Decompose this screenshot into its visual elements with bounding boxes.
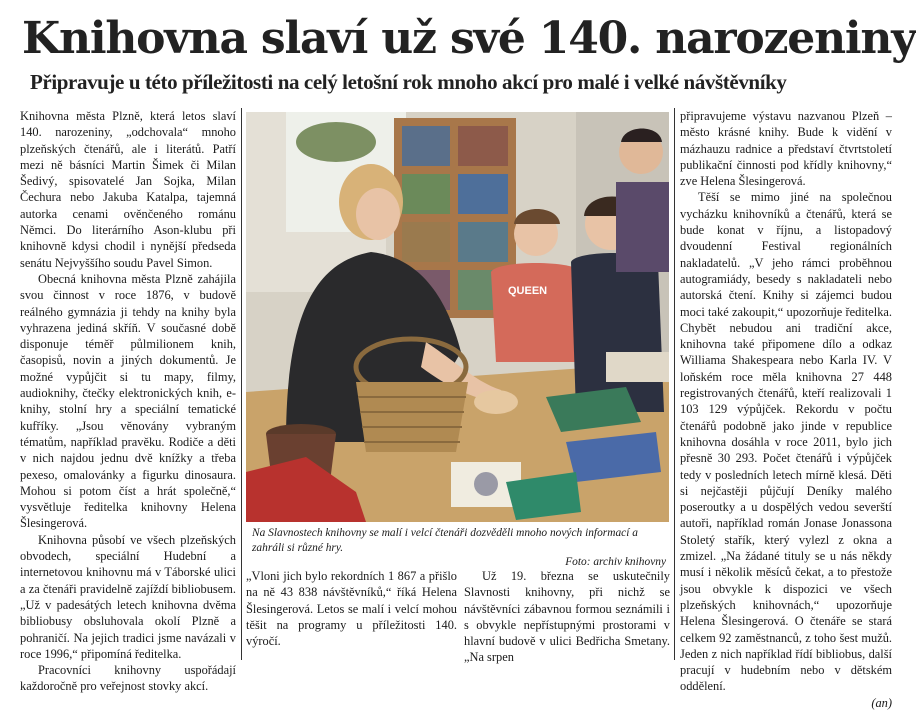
caption-text: Na Slavnostech knihovny se malí i velcí čtenáři dozvěděli mnoho nových informací a zahráli si různé hry. — [252, 527, 638, 554]
article-column-1 — [20, 108, 236, 694]
paragraph: připravujeme výstavu nazvanou Plzeň – město krásné knihy. Bude k vidění v mázhauzu radnice a představí čtvrtstoletí publikační činnosti pod křídly knihovny,“ zve Helena Šlesingerová. — [680, 109, 892, 189]
photo-illustration — [246, 112, 669, 522]
headline: Knihovna slaví už své 140. narozeniny — [22, 13, 916, 64]
author-signature: (an) — [871, 695, 892, 710]
paragraph: Knihovna působí ve všech plzeňských obvodech, speciální Hudební a internetovou knihovnu má v Táborské ulici a za čtenáři pravidelně zajíždí bibliobusem. „Už v padesátých letech knihovna dvěma bibliobusy obsluhovala okolí Plzně a pohraničí. Na jejich tradici jsme navázali v roce 1996,“ připomíná ředitelka. — [20, 532, 236, 661]
paragraph: Pracovníci knihovny uspořádají každoročně pro veřejnost stovky akcí. — [20, 663, 236, 694]
paragraph: Knihovna města Plzně, která letos slaví 140. narozeniny, „odchovala“ mnoho plzeňských čtenářů, ale i literátů. Patří mezi ně básníci Martin Šimek či Milan Šedivý, spisovatelé Jan Sojka, Milan Čechura nebo Jakuba Katalpa, tajemná autorka cenami ověnčeného románu Němci. Do literárního Ason-klubu při knihovně kdysi chodil i nynější předseda senátu Nejvyššího soudu Pavel Simon. — [20, 109, 236, 270]
article-photo — [246, 112, 669, 522]
paragraph: Obecná knihovna města Plzně zahájila svou činnost v roce 1876, v budově reálného gymnázia ji tehdy na knihy byla vyhrazena jediná skříň. V současné době disponuje téměř půlmilionem knih, časopisů, novin a jiných dokumentů. Je možné vypůjčit si tu mapy, filmy, audioknihy, čtečky elektronických knih, e-knihy, stolní hry a speciální tematické kufříky. „Jsou věnovány vybraným tématům, například pravěku. Rodiče a děti v nich najdou jednu dvě knížky a třeba pexeso, omalovánky a figurku dinosaura. Mohou si potom číst a hrát společně,“ vysvětluje ředitelka knihovny Helena Šlesingerová. — [20, 271, 236, 531]
article-column-4 — [680, 108, 892, 710]
shirt-print: QUEEN — [508, 285, 548, 297]
article-column-2 — [246, 568, 457, 658]
column-rule — [674, 108, 675, 660]
child-figure — [491, 263, 581, 362]
photo-credit: Foto: archiv knihovny — [565, 556, 666, 568]
article-column-3 — [464, 568, 670, 665]
column-rule — [241, 108, 242, 660]
paragraph: „Vloni jich bylo rekordních 1 867 a přišlo na ně 43 838 návštěvníků,“ říká Helena Šlesingerová. Letos se malí i velcí mohou těšit na programy u příležitosti 140. výročí. — [246, 569, 457, 649]
paragraph: Už 19. března se uskutečnily Slavnosti knihovny, při nichž se návštěvníci zábavnou formou seznámili i s obvykle nepřístupnými prostorami v hlavní budově v ulici Bedřicha Smetany. „Na srpen — [464, 569, 670, 665]
subheadline: Připravuje u této příležitosti na celý letošní rok mnoho akcí pro malé i velké návštěvníky — [30, 70, 787, 94]
paragraph: Těší se mimo jiné na společnou vycházku knihovníků a čtenářů, která se bude konat v říjnu, a listopadový dvoudenní Festival regionálních nakladatelů. „V jeho rámci proběhnou autogramiády, besedy s nakladateli nebo autorská čtení. Knihy si zájemci budou moci také zakoupit,“ upozorňuje ředitelka. Chybět nebudou ani tradiční akce, knihovna také připomene dílo a odkaz Williama Shakespeara nebo Karla IV. V loňském roce měla knihovna 27 448 registrovaných čtenářů, kteří realizovali 1 103 129 výpůjček. Rekordu v počtu čtenářů podobně jako jinde v republice knihovna dosáhla v roce 2011, bylo jich přesně 30 293. Počet čtenářů i výpůjček tedy v posledních letech mírně klesá. Děti si nejčastěji půjčují Deníky malého poseroutky a u dospělých vedou severští autoři, například román Jonase Jonassona Stoletý stařík, který vylezl z okna a zmizel. „Na žádané tituly se u nás někdy musí i několik měsíců čekat, a to přestože jsou obvykle k dispozici ve všech plzeňských knihovnách,“ upozorňuje Helena Šlesingerová. O čtenáře se stará celkem 92 zaměstnanců, z toho šest mužů. Jeden z nich například řídí bibliobus, další pracují v hudebním nebo v dětském oddělení. — [680, 190, 892, 694]
photo-caption — [252, 526, 666, 570]
